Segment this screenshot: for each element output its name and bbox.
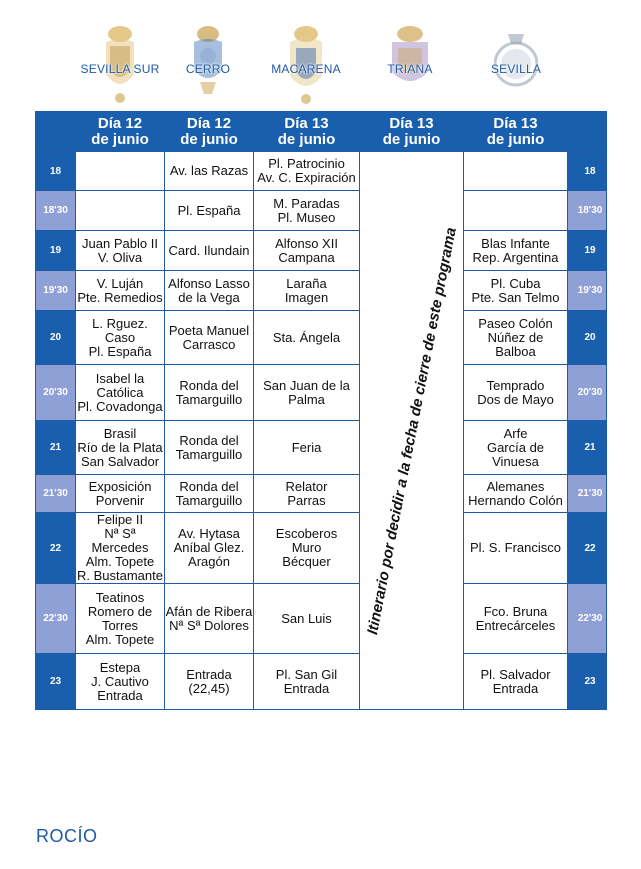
- header-month: de junio: [277, 130, 336, 148]
- schedule-cell: [464, 191, 568, 231]
- cell-line: Aníbal Glez.: [173, 540, 245, 555]
- cell-line: Pl. S. Francisco: [469, 540, 562, 555]
- header-month: de junio: [91, 130, 149, 148]
- table-row: [36, 513, 607, 584]
- cell-line: Ronda del: [179, 432, 239, 448]
- cell-line: García de: [486, 439, 545, 455]
- time-label: 19'30: [36, 271, 76, 311]
- cell-line: Alm. Topete: [85, 631, 155, 647]
- schedule-cell: [165, 513, 254, 584]
- header-day: Día 13: [493, 114, 538, 132]
- time-label: 19'30: [568, 271, 607, 311]
- cell-line: Alfonso XII: [275, 235, 338, 251]
- cell-line: Imagen: [284, 289, 329, 305]
- header-corner: [36, 112, 76, 152]
- cell-line: Exposición: [88, 478, 152, 494]
- crest-cerro: [158, 20, 258, 115]
- time-label: 19: [36, 231, 76, 271]
- cell-line: Pte. Remedios: [77, 289, 163, 305]
- cell-line: Pl. España: [88, 343, 152, 359]
- cell-line: Isabel la: [95, 370, 145, 386]
- table-row: [36, 231, 607, 271]
- cell-line: Palma: [288, 391, 325, 407]
- schedule-cell: [254, 271, 360, 311]
- cell-line: Rep. Argentina: [472, 249, 559, 265]
- cell-line: Av. Hytasa: [178, 526, 240, 541]
- cell-line: Tamarguillo: [175, 391, 243, 407]
- cell-line: Av. C. Expiración: [257, 170, 356, 185]
- undecided-itinerary-cell: [360, 152, 464, 710]
- schedule-cell: [76, 421, 165, 475]
- cell-line: Fco. Bruna: [483, 603, 548, 619]
- schedule-cell: [165, 654, 254, 710]
- cell-line: Parras: [287, 492, 326, 508]
- schedule-cell: [165, 475, 254, 513]
- table-row: [36, 311, 607, 365]
- cell-line: Blas Infante: [481, 235, 550, 251]
- cell-line: Vinuesa: [492, 453, 539, 469]
- cell-line: V. Luján: [96, 275, 144, 291]
- schedule-cell: [254, 231, 360, 271]
- cell-line: Pl. Salvador: [480, 666, 551, 682]
- schedule-cell: [165, 191, 254, 231]
- cell-line: Pl. Museo: [277, 209, 336, 225]
- crest-label: SEVILLA SUR: [80, 62, 160, 76]
- cell-line: Pte. San Telmo: [471, 289, 560, 305]
- table-row: [36, 584, 607, 654]
- schedule-cell: [464, 365, 568, 421]
- schedule-cell: [76, 584, 165, 654]
- schedule-cell: [254, 311, 360, 365]
- crest-label: MACARENA: [271, 62, 341, 76]
- cell-line: Bécquer: [282, 554, 331, 569]
- schedule-cell: [464, 654, 568, 710]
- cell-line: Ronda del: [179, 377, 239, 393]
- cell-line: Nª Sª Mercedes: [91, 526, 149, 555]
- cell-line: M. Paradas: [273, 195, 340, 211]
- cell-line: Hernando Colón: [468, 492, 563, 508]
- header-row: [36, 112, 607, 152]
- cell-line: San Salvador: [80, 453, 160, 469]
- time-label: 21'30: [36, 475, 76, 513]
- time-label: 22'30: [36, 584, 76, 654]
- cell-line: Av. las Razas: [169, 163, 249, 178]
- time-label: 20'30: [568, 365, 607, 421]
- crest-label: CERRO: [185, 62, 231, 76]
- cell-line: V. Oliva: [97, 249, 143, 265]
- schedule-table: [35, 111, 607, 710]
- cell-line: Balboa: [495, 343, 536, 359]
- cell-line: Aragón: [188, 554, 230, 569]
- time-label: 20: [568, 311, 607, 365]
- cell-line: Núñez de: [487, 329, 544, 345]
- schedule-cell: [464, 584, 568, 654]
- cell-line: Torres: [101, 617, 139, 633]
- schedule-cell: [76, 475, 165, 513]
- cell-line: Alfonso Lasso: [168, 275, 250, 291]
- cell-line: Católica: [96, 384, 144, 400]
- schedule-cell: [254, 191, 360, 231]
- time-label: 23: [568, 654, 607, 710]
- schedule-cell: [76, 311, 165, 365]
- cell-line: Afán de Ribera: [165, 603, 253, 619]
- schedule-cell: [165, 152, 254, 191]
- cell-line: Campana: [278, 249, 335, 265]
- crest-label: SEVILLA: [490, 62, 542, 76]
- column-header: [360, 112, 464, 152]
- cell-line: Romero de: [87, 603, 153, 619]
- cell-line: Alm. Topete: [85, 554, 155, 569]
- schedule-cell: [165, 231, 254, 271]
- schedule-cell: [254, 365, 360, 421]
- schedule-cell: [76, 365, 165, 421]
- schedule-cell: [165, 271, 254, 311]
- schedule-cell: [464, 421, 568, 475]
- cell-line: Card. Ilundain: [168, 242, 250, 258]
- time-label: 21: [568, 421, 607, 475]
- cell-line: Poeta Manuel: [168, 322, 250, 338]
- time-label: 18: [36, 152, 76, 191]
- header-corner: [568, 112, 607, 152]
- schedule-cell: [165, 365, 254, 421]
- schedule-cell: [165, 584, 254, 654]
- cell-line: Alemanes: [486, 478, 545, 494]
- schedule-cell: [254, 475, 360, 513]
- cell-line: Pl. Cuba: [490, 275, 541, 291]
- cell-line: Juan Pablo II: [82, 235, 158, 251]
- schedule-cell: [254, 513, 360, 584]
- column-header: [464, 112, 568, 152]
- cell-line: Ronda del: [179, 478, 239, 494]
- crest-row: [0, 20, 641, 115]
- cell-line: Temprado: [486, 377, 545, 393]
- header-day: Día 13: [389, 114, 434, 132]
- cell-line: Entrecárceles: [475, 617, 556, 633]
- schedule-cell: [165, 421, 254, 475]
- time-label: 20'30: [36, 365, 76, 421]
- cell-line: Nª Sª Dolores: [169, 617, 249, 633]
- cell-line: Dos de Mayo: [477, 391, 554, 407]
- time-label: 18'30: [36, 191, 76, 231]
- crest-sevilla: [466, 20, 566, 115]
- cell-line: Tamarguillo: [175, 492, 243, 508]
- schedule-cell: [464, 231, 568, 271]
- schedule-cell: [76, 513, 165, 584]
- cell-line: Pl. España: [177, 202, 241, 218]
- cell-line: R. Bustamante: [77, 568, 163, 583]
- cell-line: Entrada: [492, 680, 539, 696]
- footer-title: ROCÍO: [36, 826, 98, 846]
- header-day: Día 13: [284, 114, 329, 132]
- schedule-cell: [464, 271, 568, 311]
- cell-line: Muro: [291, 540, 322, 555]
- column-header: [254, 112, 360, 152]
- schedule-cell: [254, 421, 360, 475]
- cell-line: (22,45): [188, 680, 230, 696]
- schedule-cell: [76, 152, 165, 191]
- schedule-body: [36, 152, 607, 710]
- cell-line: Tamarguillo: [175, 446, 243, 462]
- cell-line: Relator: [285, 478, 328, 494]
- schedule-cell: [76, 191, 165, 231]
- crest-macarena: [256, 20, 356, 115]
- column-header: [76, 112, 165, 152]
- cell-line: Río de la Plata: [77, 439, 163, 455]
- table-row: [36, 191, 607, 231]
- header-month: de junio: [486, 130, 545, 148]
- cell-line: Paseo Colón: [478, 315, 553, 331]
- cell-line: Pl. San Gil: [275, 666, 338, 682]
- time-label: 22: [36, 513, 76, 584]
- cell-line: L. Rguez. Caso: [92, 315, 148, 345]
- crest-sevilla-sur: [70, 20, 170, 115]
- cell-line: Feria: [291, 439, 322, 455]
- time-label: 20: [36, 311, 76, 365]
- cell-line: de la Vega: [178, 289, 240, 305]
- table-row: [36, 271, 607, 311]
- time-label: 19: [568, 231, 607, 271]
- cell-line: Felipe II: [96, 512, 144, 527]
- time-label: 23: [36, 654, 76, 710]
- schedule-cell: [76, 271, 165, 311]
- schedule-cell: [464, 311, 568, 365]
- cell-line: Brasil: [103, 425, 137, 441]
- table-row: [36, 152, 607, 191]
- schedule-cell: [165, 311, 254, 365]
- schedule-cell: [76, 654, 165, 710]
- time-label: 18'30: [568, 191, 607, 231]
- table-row: [36, 421, 607, 475]
- header-month: de junio: [180, 130, 238, 148]
- time-label: 21'30: [568, 475, 607, 513]
- crest-triana: [360, 20, 460, 115]
- cell-line: Laraña: [286, 275, 327, 291]
- cell-line: Arfe: [503, 425, 528, 441]
- cell-line: San Luis: [281, 610, 332, 626]
- cell-line: Carrasco: [182, 336, 236, 352]
- cell-line: Entrada: [97, 687, 143, 703]
- cell-line: Porvenir: [95, 492, 145, 508]
- cell-line: Entrada: [186, 666, 232, 682]
- table-row: [36, 365, 607, 421]
- time-label: 22: [568, 513, 607, 584]
- schedule-cell: [254, 152, 360, 191]
- time-label: 22'30: [568, 584, 607, 654]
- crest-label: TRIANA: [387, 62, 433, 76]
- cell-line: J. Cautivo: [91, 673, 149, 689]
- schedule-cell: [464, 152, 568, 191]
- schedule-cell: [254, 584, 360, 654]
- schedule-cell: [254, 654, 360, 710]
- cell-line: Teatinos: [95, 589, 145, 605]
- header-day: Día 12: [186, 114, 232, 132]
- cell-line: Escoberos: [275, 526, 338, 541]
- column-header: [165, 112, 254, 152]
- undecided-itinerary-note: Itinerario por decidir a la fecha de cierre de este programa: [363, 225, 460, 636]
- cell-line: Sta. Ángela: [272, 329, 341, 345]
- schedule-cell: [464, 513, 568, 584]
- time-label: 21: [36, 421, 76, 475]
- cell-line: San Juan de la: [263, 377, 350, 393]
- cell-line: Entrada: [283, 680, 330, 696]
- cell-line: Pl. Covadonga: [77, 398, 163, 414]
- table-row: [36, 654, 607, 710]
- cell-line: Pl. Patrocinio: [268, 156, 345, 171]
- table-row: [36, 475, 607, 513]
- cell-line: Estepa: [99, 659, 141, 675]
- header-day: Día 12: [97, 114, 143, 132]
- header-month: de junio: [382, 130, 441, 148]
- time-label: 18: [568, 152, 607, 191]
- schedule-cell: [76, 231, 165, 271]
- schedule-cell: [464, 475, 568, 513]
